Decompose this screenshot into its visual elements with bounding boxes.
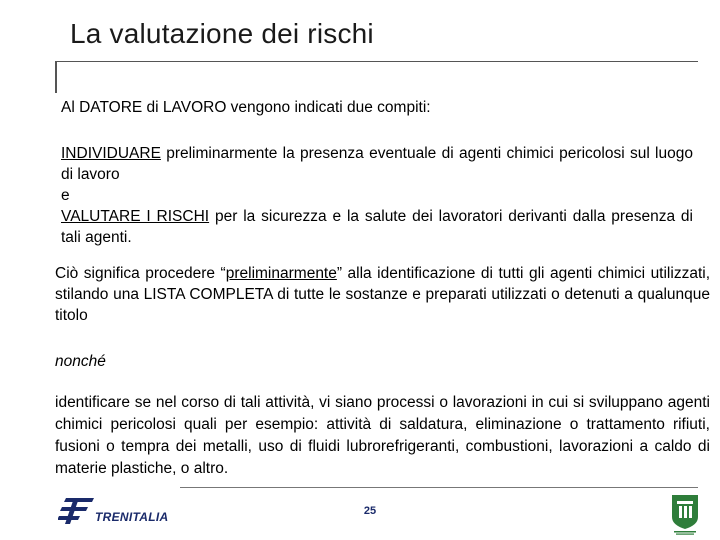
identification-paragraph xyxy=(55,263,710,326)
footer-divider xyxy=(180,487,698,488)
nonche-text: nonché xyxy=(55,353,106,370)
paragraph2-underlined: preliminarmente xyxy=(225,265,337,282)
conjunction-text: e xyxy=(61,187,70,204)
processes-paragraph: identificare se nel corso di tali attività, vi siano processi o lavorazioni in cui si sviluppano agenti chimici pericolosi quali per esempio: attività di saldatura, eliminazione o trattamento rifiuti, fusioni o tempra dei metalli, uso di fluidi lubrorefrigeranti, combustioni, lavorazioni a caldo di materie plastiche, o altro. xyxy=(55,394,710,477)
intro-text: Al DATORE di LAVORO vengono indicati due compiti: xyxy=(61,99,431,116)
trenitalia-logo-text: TRENITALIA xyxy=(95,510,169,524)
slide-title: La valutazione dei rischi xyxy=(70,18,374,49)
title-divider-accent xyxy=(55,61,57,93)
university-crest-icon xyxy=(668,491,702,535)
task1-text: preliminarmente la presenza eventuale di agenti chimici pericolosi sul luogo di lavoro xyxy=(61,145,693,183)
task1-keyword: INDIVIDUARE xyxy=(61,145,161,162)
title-divider xyxy=(55,61,698,62)
tasks-block xyxy=(61,143,693,248)
paragraph2-before: Ciò significa procedere “ xyxy=(55,265,226,282)
page-number: 25 xyxy=(363,505,377,517)
paragraph2-after: ” alla identificazione di tutti gli agenti chimici utilizzati, stilando una LISTA COMPLETA di tutte le sostanze e preparati utilizzati o detenuti a qualunque titolo xyxy=(55,265,710,324)
task2-keyword: VALUTARE I RISCHI xyxy=(61,208,210,225)
task2-text: per la sicurezza e la salute dei lavoratori derivanti dalla presenza di tali agenti. xyxy=(61,208,693,246)
